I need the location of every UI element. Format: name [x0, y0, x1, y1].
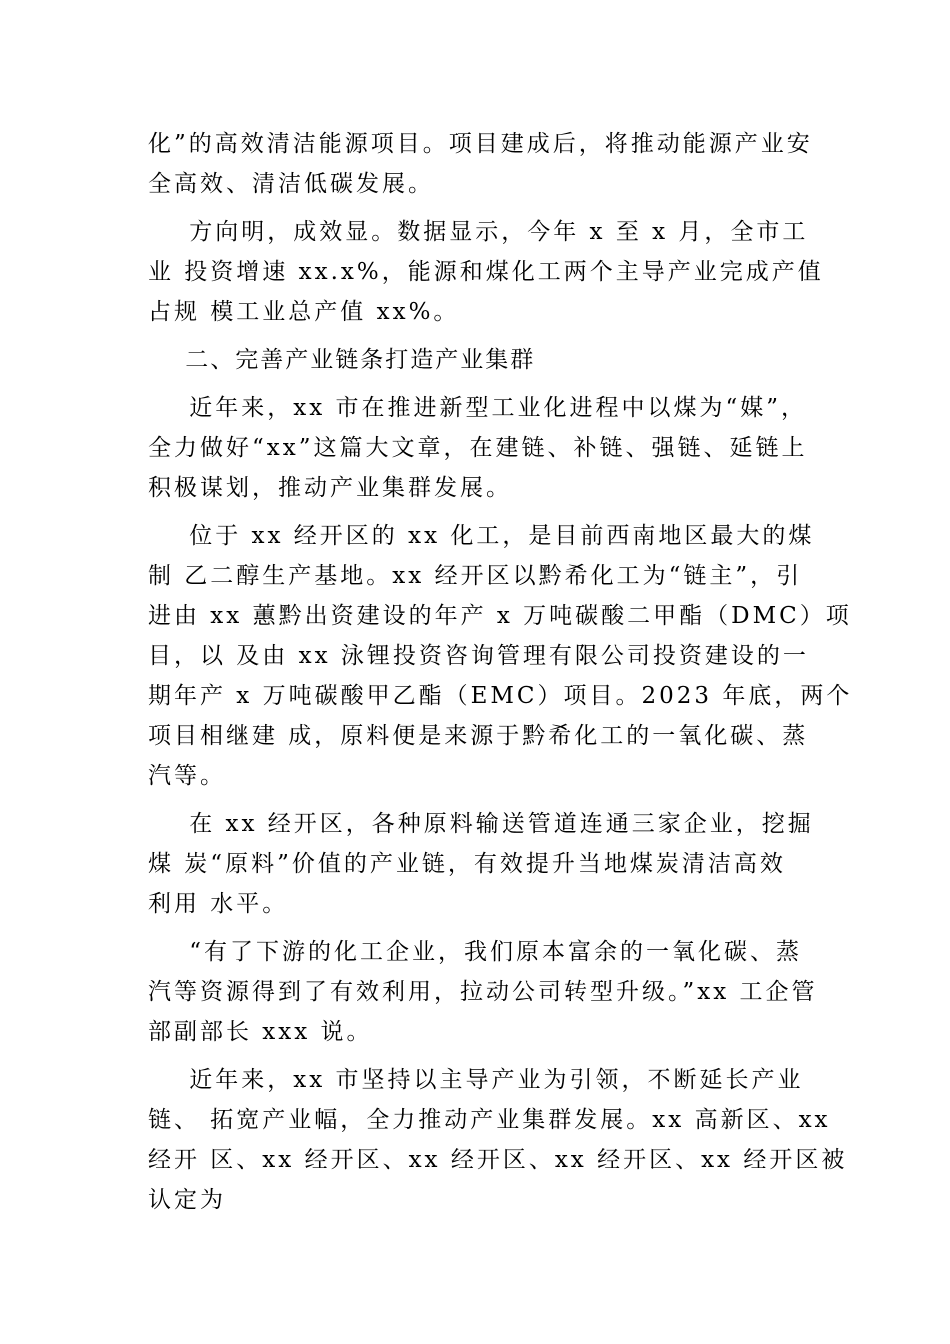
- text-line: 全力做好“xx”这篇大文章，在建链、补链、强链、延链上: [148, 435, 808, 461]
- text-line: 认定为: [148, 1187, 226, 1213]
- text-line: 全高效、清洁低碳发展。: [148, 171, 434, 197]
- text-line: 期年产 x 万吨碳酸甲乙酯（EMC）项目。2023 年底，两个: [148, 683, 853, 709]
- paragraph-industrialization: [148, 388, 820, 508]
- text-line: 目，以 及由 xx 泳锂投资咨询管理有限公司投资建设的一: [148, 643, 809, 669]
- text-line: 汽等。: [148, 763, 226, 789]
- paragraph-chemical-base: [148, 516, 853, 796]
- text-line: 利用 水平。: [148, 891, 289, 917]
- paragraph-results: [148, 212, 824, 332]
- paragraph-quote: [148, 932, 820, 1052]
- text-line: 项目相继建 成，原料便是来源于黔希化工的一氧化碳、蒸: [148, 723, 809, 749]
- text-line: 部副部长 xxx 说。: [148, 1019, 373, 1045]
- text-line: 链、 拓宽产业幅，全力推动产业集群发展。xx 高新区、xx: [148, 1107, 831, 1133]
- text-line: 占规 模工业总产值 xx%。: [148, 299, 460, 325]
- text-line: 位于 xx 经开区的 xx 化工，是目前西南地区最大的煤: [148, 523, 815, 549]
- text-line: 在 xx 经开区，各种原料输送管道连通三家企业，挖掘: [148, 811, 814, 837]
- text-line: 业 投资增速 xx.x%，能源和煤化工两个主导产业完成产值: [148, 259, 824, 285]
- text-line: 汽等资源得到了有效利用，拉动公司转型升级。”xx 工企管: [148, 979, 818, 1005]
- text-line: 进由 xx 蕙黔出资建设的年产 x 万吨碳酸二甲酯（DMC）项: [148, 603, 852, 629]
- text-line: 制 乙二醇生产基地。xx 经开区以黔希化工为“链主”，引: [148, 563, 803, 589]
- document-body: [148, 124, 853, 1228]
- text-line: 近年来，xx 市坚持以主导产业为引领，不断延长产业: [148, 1067, 804, 1093]
- text-line: 煤 炭“原料”价值的产业链，有效提升当地煤炭清洁高效: [148, 851, 786, 877]
- text-line: “有了下游的化工企业，我们原本富余的一氧化碳、蒸: [148, 939, 803, 965]
- section-heading: [148, 340, 820, 380]
- text-line: 经开 区、xx 经开区、xx 经开区、xx 经开区、xx 经开区被: [148, 1147, 848, 1173]
- text-line: 化”的高效清洁能源项目。项目建成后，将推动能源产业安: [148, 131, 813, 157]
- paragraph-pipelines: [148, 804, 820, 924]
- text-line: 积极谋划，推动产业集群发展。: [148, 475, 512, 501]
- section-heading-text: 二、完善产业链条打造产业集群: [148, 347, 536, 373]
- text-line: 近年来，xx 市在推进新型工业化进程中以煤为“媒”，: [148, 395, 808, 421]
- text-line: 方向明，成效显。数据显示，今年 x 至 x 月，全市工: [148, 219, 809, 245]
- paragraph-industrial-clusters: [148, 1060, 848, 1220]
- paragraph-energy-project: [148, 124, 820, 204]
